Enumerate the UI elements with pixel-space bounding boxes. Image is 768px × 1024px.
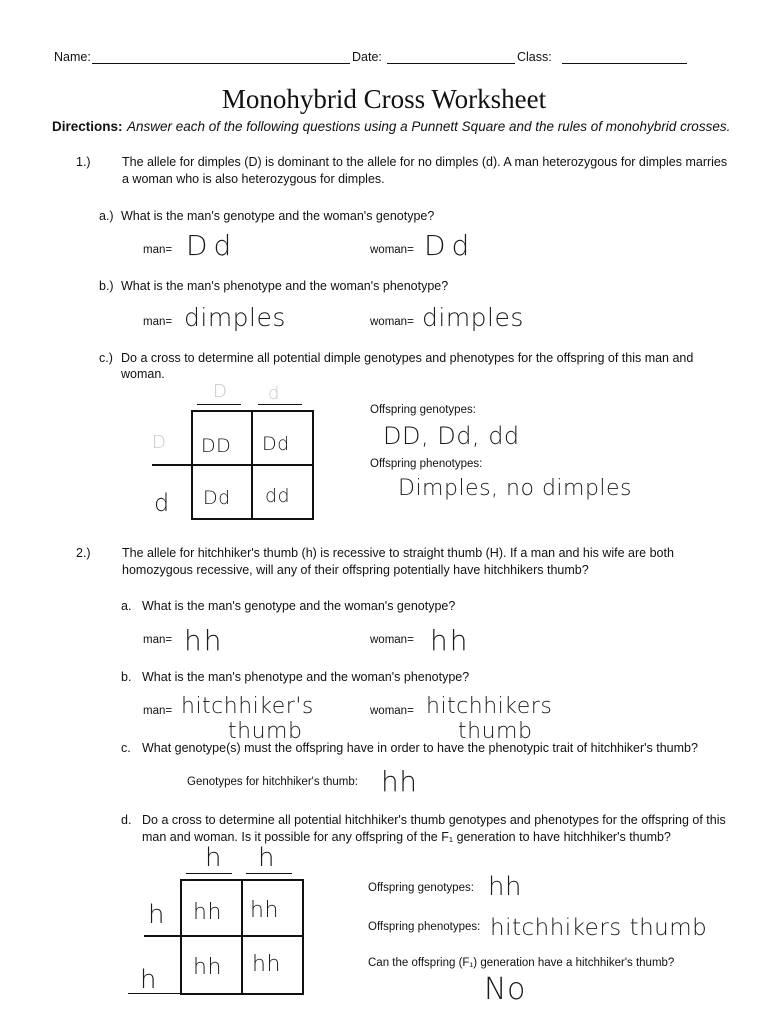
q1c-phenotypes-answer[interactable]: Dimples, no dimples [398,476,633,501]
q2b-woman-answer-line1[interactable]: hitchhikers [426,694,553,719]
q2d-phenotypes-label: Offspring phenotypes: [368,921,481,933]
punnett2-side-allele-2: h [140,965,157,995]
punnett2-top-underline-2 [246,873,292,874]
q2a-man-label: man= [143,634,173,646]
punnett2-cell-2[interactable]: hh [250,898,279,923]
q2a-woman-label: woman= [370,634,414,646]
directions [52,118,730,136]
q1-text-line1: The allele for dimples (D) is dominant to the allele for no dimples (d). A man heterozygous for dimples marries [122,155,728,169]
punnett1-cell-1[interactable]: DD [201,435,232,457]
punnett2-cell-4[interactable]: hh [252,952,281,977]
punnett2-cell-1[interactable]: hh [193,900,222,925]
q1c-label: c.) [99,351,113,365]
punnett1-side-allele-2: d [154,489,170,517]
q2-text-line2: homozygous recessive, will any of their offspring potentially have hitchhikers thumb? [122,563,589,577]
punnett2-border-right [302,879,304,995]
q2-number: 2.) [76,546,91,560]
q1a-man-answer[interactable]: Dd [186,229,238,262]
q1a-woman-label: woman= [370,244,414,256]
page-title: Monohybrid Cross Worksheet [221,84,547,114]
punnett2-cell-3[interactable]: hh [193,955,222,980]
punnett1-border-top [191,410,314,412]
q2c-label: c. [121,741,131,755]
punnett1-cell-4[interactable]: dd [265,485,291,507]
punnett2-side-underline [128,993,186,994]
date-field[interactable] [387,63,515,64]
q2a-man-answer[interactable]: hh [184,624,224,657]
q2c-question: What genotype(s) must the offspring have in order to have the phenotypic trait of hitchhiker's thumb? [142,741,698,755]
q2b-woman-answer-line2[interactable]: thumb [458,719,533,744]
q1c-genotypes-answer[interactable]: DD, Dd, dd [383,422,520,450]
q2d-question-line1: Do a cross to determine all potential hitchhiker's thumb genotypes and phenotypes for the offspring of this [142,813,726,827]
q1a-man-label: man= [143,244,173,256]
class-field[interactable] [562,63,687,64]
q1b-question: What is the man's phenotype and the woman's phenotype? [121,279,449,293]
q1b-woman-label: woman= [370,316,414,328]
punnett2-top-underline-1 [186,873,232,874]
directions-label: Directions: [52,119,123,134]
q2d-genotypes-answer[interactable]: hh [488,872,522,902]
q1b-woman-answer[interactable]: dimples [422,303,524,332]
punnett1-cell-3[interactable]: Dd [203,487,231,509]
q2c-answer[interactable]: hh [381,765,418,798]
q1b-man-label: man= [143,316,173,328]
punnett2-border-middle [144,935,304,937]
punnett1-border-bottom [191,518,314,520]
q1c-phenotypes-label: Offspring phenotypes: [370,458,483,470]
name-field[interactable] [92,63,350,64]
punnett1-top-underline-2 [258,404,302,405]
punnett2-top-allele-2: h [258,843,275,873]
q1b-man-answer[interactable]: dimples [184,303,286,332]
punnett2-top-allele-1: h [205,843,222,873]
punnett2-border-top [180,879,304,881]
q2b-man-answer-line2[interactable]: thumb [228,719,303,744]
q1-number: 1.) [76,155,91,169]
q2a-woman-answer[interactable]: hh [430,624,470,657]
punnett1-side-allele-1: D [152,432,167,453]
q2d-f1-answer[interactable]: No [484,972,526,1007]
q2b-label: b. [121,670,132,684]
punnett2-side-allele-1: h [148,900,165,930]
q2-text-line1: The allele for hitchhiker's thumb (h) is recessive to straight thumb (H). If a man and his wife are both [122,546,674,560]
q1c-genotypes-label: Offspring genotypes: [370,404,476,416]
punnett1-border-middle [152,464,314,466]
q2a-label: a. [121,599,132,613]
name-label: Name: [54,50,91,64]
q1c-question-line2: woman. [121,367,165,381]
q1a-woman-answer[interactable]: Dd [424,229,476,262]
q2a-question: What is the man's genotype and the woman's genotype? [142,599,456,613]
q1a-label: a.) [99,209,114,223]
punnett1-top-allele-1: D [213,381,228,402]
q2b-question: What is the man's phenotype and the woman's phenotype? [142,670,470,684]
q2d-phenotypes-answer[interactable]: hitchhikers thumb [490,915,708,941]
q1a-question: What is the man's genotype and the woman's genotype? [121,209,435,223]
q1b-label: b.) [99,279,114,293]
directions-text: Answer each of the following questions using a Punnett Square and the rules of monohybrid crosses. [126,119,731,134]
punnett1-top-underline-1 [197,404,241,405]
class-label: Class: [517,50,552,64]
q2d-label: d. [121,813,132,827]
q2d-genotypes-label: Offspring genotypes: [368,882,474,894]
q2d-question-line2: man and woman. Is it possible for any offspring of the F₁ generation to have hitchhiker's thumb? [142,830,671,844]
punnett2-border-left [180,879,182,995]
punnett2-border-bottom [180,993,304,995]
q1-text-line2: a woman who is also heterozygous for dimples. [122,172,385,186]
q2b-man-answer-line1[interactable]: hitchhiker's [181,694,314,719]
date-label: Date: [352,50,382,64]
punnett1-cell-2[interactable]: Dd [262,433,290,455]
q1c-question-line1: Do a cross to determine all potential dimple genotypes and phenotypes for the offspring of this man and [121,351,694,365]
punnett2-border-mid [241,879,243,995]
q2b-woman-label: woman= [370,705,414,717]
q2b-man-label: man= [143,705,173,717]
q2c-answer-label: Genotypes for hitchhiker's thumb: [187,776,358,788]
q2d-f1-question: Can the offspring (F₁) generation have a hitchhiker's thumb? [368,957,675,969]
punnett1-top-allele-2: d [268,383,280,404]
